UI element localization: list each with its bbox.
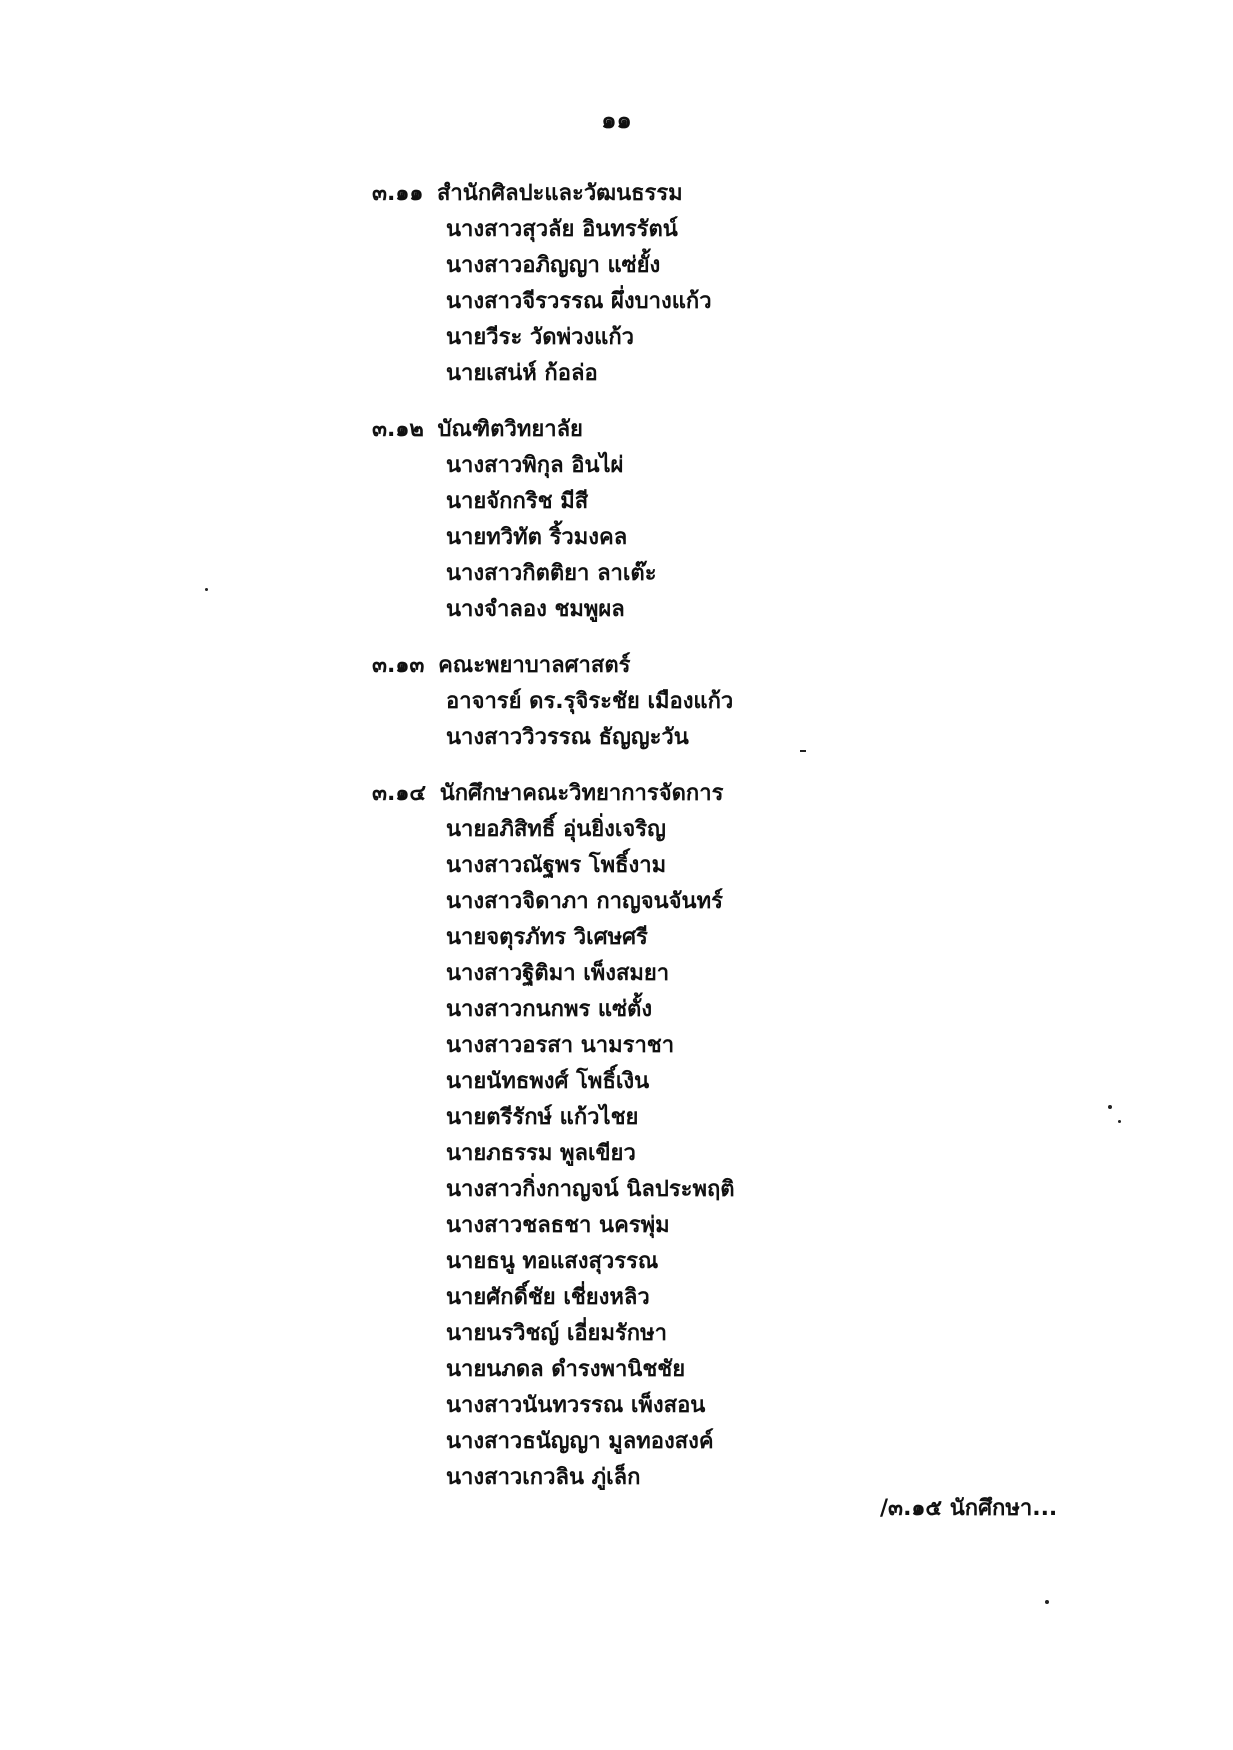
member-name: นางสาวเกวลิน ภู่เล็ก	[446, 1465, 641, 1490]
member-name: นางสาวกิ่งกาญจน์ นิลประพฤติ	[446, 1177, 735, 1202]
member-name: นายภธรรม พูลเขียว	[446, 1141, 636, 1166]
scan-speck	[1118, 1120, 1121, 1123]
member-name: นายจตุรภัทร วิเศษศรี	[446, 925, 648, 950]
member-name: นางสาวชลธชา นครพุ่ม	[446, 1213, 670, 1238]
member-name: นางสาววิวรรณ ธัญญะวัน	[446, 725, 689, 750]
member-name: นายวีระ วัดพ่วงแก้ว	[446, 325, 635, 350]
section-number: ๓.๑๔	[372, 781, 427, 806]
member-name: นายเสน่ห์ ก้อล่อ	[446, 361, 598, 386]
member-name: นางสาวฐิติมา เพ็งสมยา	[446, 961, 670, 986]
section-title: สำนักศิลปะและวัฒนธรรม	[437, 181, 683, 206]
member-list	[372, 684, 1132, 756]
section-3-13	[372, 648, 1132, 756]
member-name: นายธนู ทอแสงสุวรรณ	[446, 1249, 659, 1274]
member-name: นางสาวอภิญญา แซ่ยั้ง	[446, 253, 661, 278]
section-heading	[372, 648, 1132, 684]
member-list	[372, 812, 1132, 1496]
section-title: บัณฑิตวิทยาลัย	[437, 417, 583, 442]
section-heading	[372, 412, 1132, 448]
member-name: นายจักกริช มีสี	[446, 489, 589, 514]
section-3-14	[372, 776, 1132, 1496]
member-name: นางสาวณัฐพร โพธิ์งาม	[446, 853, 667, 878]
member-name: นายนัทธพงศ์ โพธิ์เงิน	[446, 1069, 650, 1094]
section-3-12	[372, 412, 1132, 628]
section-title: นักศึกษาคณะวิทยาการจัดการ	[439, 781, 724, 806]
member-name: นางสาวสุวลัย อินทรรัตน์	[446, 217, 678, 242]
member-name: นายศักดิ์ชัย เชี่ยงหลิว	[446, 1285, 650, 1310]
scan-speck	[1045, 1600, 1049, 1604]
section-number: ๓.๑๑	[372, 181, 424, 206]
section-number: ๓.๑๒	[372, 417, 424, 442]
section-3-11	[372, 176, 1132, 392]
member-name: นางสาวจีรวรรณ ผึ่งบางแก้ว	[446, 289, 712, 314]
member-name: อาจารย์ ดร.รุจิระชัย เมืองแก้ว	[446, 689, 734, 714]
section-heading	[372, 776, 1132, 812]
section-title: คณะพยาบาลศาสตร์	[438, 653, 631, 678]
member-name: นางสาวธนัญญา มูลทองสงค์	[446, 1429, 714, 1454]
member-name: นางสาวจิดาภา กาญจนจันทร์	[446, 889, 723, 914]
member-name: นางสาวพิกุล อินไผ่	[446, 453, 624, 478]
scan-speck	[800, 750, 806, 752]
member-name: นายนภดล ดำรงพานิชชัย	[446, 1357, 686, 1382]
scan-speck	[1108, 1105, 1112, 1109]
member-name: นายอภิสิทธิ์ อุ่นยิ่งเจริญ	[446, 817, 666, 842]
section-heading	[372, 176, 1132, 212]
member-name: นางสาวกนกพร แซ่ตั้ง	[446, 997, 653, 1022]
document-body	[372, 176, 1132, 1516]
continuation-note: /๓.๑๕ นักศึกษา...	[880, 1496, 1058, 1521]
member-name: นายทวิทัต ริ้วมงคล	[446, 525, 628, 550]
member-name: นายตรีรักษ์ แก้วไชย	[446, 1105, 639, 1130]
page-number: ๑๑	[601, 106, 632, 134]
member-name: นางสาวอรสา นามราชา	[446, 1033, 675, 1058]
section-number: ๓.๑๓	[372, 653, 425, 678]
scan-speck	[205, 588, 208, 591]
member-name: นางสาวนันทวรรณ เพ็งสอน	[446, 1393, 706, 1418]
member-name: นางจำลอง ชมพูผล	[446, 597, 625, 622]
member-name: นายนรวิชญ์ เอี่ยมรักษา	[446, 1321, 667, 1346]
member-list	[372, 448, 1132, 628]
member-list	[372, 212, 1132, 392]
member-name: นางสาวกิตติยา ลาเต๊ะ	[446, 561, 657, 586]
